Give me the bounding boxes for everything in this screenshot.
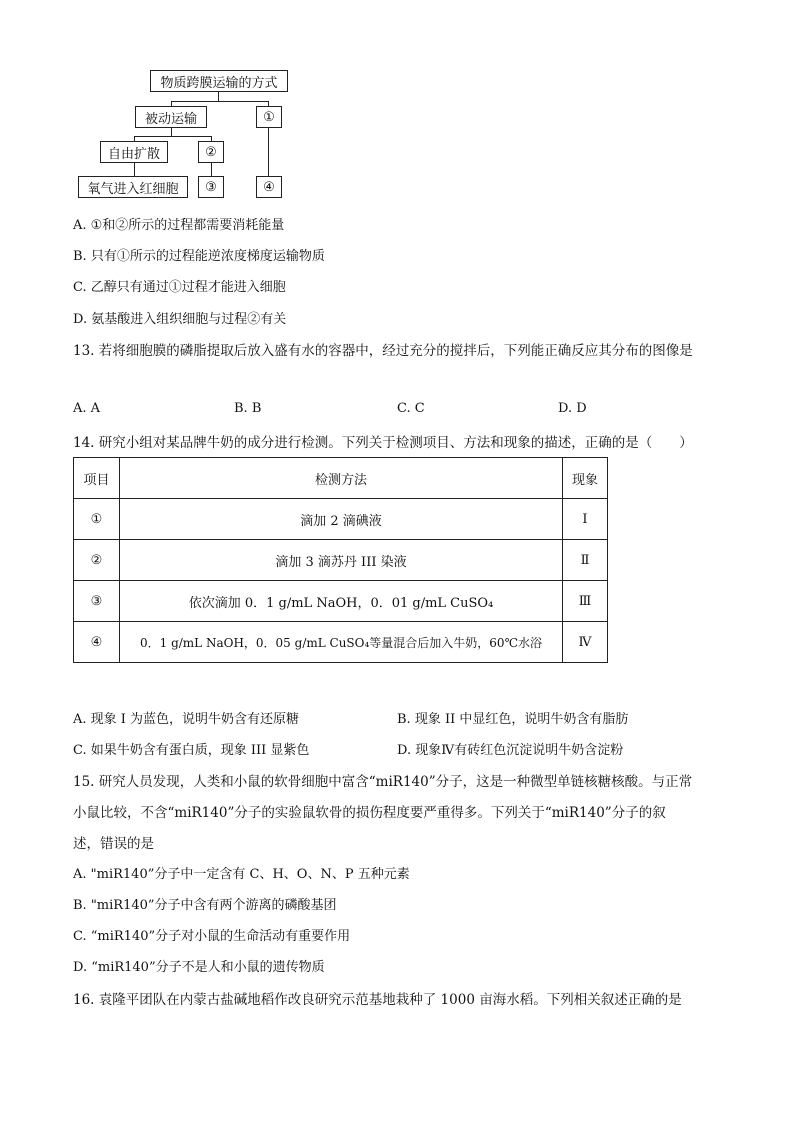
table-row [74,581,608,622]
q13-option-c[interactable]: C. C [397,401,425,416]
q15-option-c[interactable]: C. “miR140”分子对小鼠的生命活动有重要作用 [73,929,351,944]
table-header-row [74,458,608,499]
row-item: ④ [74,622,120,663]
q15-stem-line-2: 小鼠比较，不含“miR140”分子的实验鼠软骨的损伤程度要严重得多。下列关于“miR140”分子的叙 [73,805,666,821]
row-item: ③ [74,581,120,622]
row-method: 依次滴加 0．1 g/mL NaOH，0．01 g/mL CuSO₄ [120,581,563,622]
q15-option-d[interactable]: D. “miR140”分子不是人和小鼠的遗传物质 [73,960,325,975]
table-row [74,622,608,663]
q16-stem: 16. 袁隆平团队在内蒙古盐碱地稻作改良研究示范基地栽种了 1000 亩海水稻。下列相关叙述正确的是 [73,992,682,1008]
row-phenomenon: Ⅲ [563,581,608,622]
table-row [74,540,608,581]
q14-table [73,457,608,663]
header-item: 项目 [74,458,120,499]
node-circle4: ④ [256,176,282,198]
q12-option-c[interactable]: C. 乙醇只有通过①过程才能进入细胞 [73,280,286,295]
q13-option-b[interactable]: B. B [234,401,262,416]
q12-option-b[interactable]: B. 只有①所示的过程能逆浓度梯度运输物质 [73,249,325,264]
node-root: 物质跨膜运输的方式 [150,70,288,92]
q15-option-a[interactable]: A. "miR140”分子中一定含有 C、H、O、N、P 五种元素 [73,867,410,882]
node-free-diffusion: 自由扩散 [100,141,168,163]
header-phenomenon: 现象 [563,458,608,499]
q14-option-c[interactable]: C. 如果牛奶含有蛋白质，现象 III 显紫色 [73,743,310,758]
q12-option-a[interactable]: A. ①和②所示的过程都需要消耗能量 [73,218,285,233]
node-passive: 被动运输 [135,106,207,128]
q13-stem: 13. 若将细胞膜的磷脂提取后放入盛有水的容器中，经过充分的搅拌后，下列能正确反应其分布的图像是 [73,343,693,359]
row-method: 滴加 2 滴碘液 [120,499,563,540]
row-phenomenon: Ⅱ [563,540,608,581]
row-item: ② [74,540,120,581]
node-oxygen: 氧气进入红细胞 [78,176,188,198]
node-circle2: ② [198,141,224,163]
q14-option-b[interactable]: B. 现象 II 中显红色，说明牛奶含有脂肪 [397,712,629,727]
q13-option-d[interactable]: D. D [558,401,587,416]
row-method: 0．1 g/mL NaOH，0．05 g/mL CuSO₄等量混合后加入牛奶，60℃水浴 [120,622,563,663]
q14-stem: 14. 研究小组对某品牌牛奶的成分进行检测。下列关于检测项目、方法和现象的描述，正确的是（ ） [73,435,693,451]
node-circle3: ③ [198,176,224,198]
row-method: 滴加 3 滴苏丹 III 染液 [120,540,563,581]
q15-option-b[interactable]: B. "miR140”分子中含有两个游离的磷酸基团 [73,898,337,913]
q13-option-a[interactable]: A. A [73,401,101,416]
header-method: 检测方法 [120,458,563,499]
q14-option-d[interactable]: D. 现象Ⅳ有砖红色沉淀说明牛奶含淀粉 [397,743,624,758]
q14-option-a[interactable]: A. 现象 I 为蓝色，说明牛奶含有还原糖 [73,712,300,727]
table-row [74,499,608,540]
q12-option-d[interactable]: D. 氨基酸进入组织细胞与过程②有关 [73,312,287,327]
node-circle1: ① [256,106,282,128]
row-phenomenon: Ⅳ [563,622,608,663]
row-item: ① [74,499,120,540]
row-phenomenon: Ⅰ [563,499,608,540]
q15-stem-line-1: 15. 研究人员发现，人类和小鼠的软骨细胞中富含“miR140”分子，这是一种微型单链核糖核酸。与正常 [73,774,693,790]
q15-stem-line-3: 述，错误的是 [73,836,154,852]
